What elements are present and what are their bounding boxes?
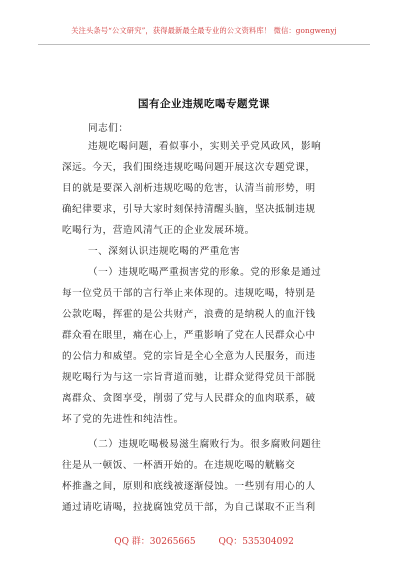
paragraph-line: 通过请吃请喝，拉拢腐蚀党员干部，为自己谋取不正当利: [62, 502, 316, 513]
header-promo-text: 关注头条号“公文研究”，获得最新最全最专业的公文资料库！ 微信：gongwenyj: [71, 26, 337, 35]
paragraph-line: 目的就是要深入剖析违规吃喝的危害，认清当前形势，明: [62, 183, 316, 194]
paragraph-line: 公款吃喝，挥霍的是公共财产，浪费的是纳税人的血汗钱: [62, 309, 316, 320]
footer-qq-group: QQ 群：30265665: [114, 537, 196, 547]
salutation: 同志们：: [88, 123, 129, 134]
footer-contact: [0, 534, 408, 547]
paragraph-line: 杯推盏之间，原则和底线被逐渐侵蚀。一些别有用心的人: [62, 481, 316, 492]
paragraph-line: 深远。今天，我们围绕违规吃喝问题开展这次专题党课，: [62, 162, 316, 173]
paragraph-line: （一）违规吃喝严重损害党的形象。党的形象是通过: [88, 267, 322, 278]
paragraph-line: 吃喝行为，营造风清气正的企业发展环境。: [62, 225, 255, 236]
paragraph-line: 的公信力和威望。党的宗旨是全心全意为人民服务，而违: [62, 351, 316, 362]
paragraph-line: 往是从一顿饭、一杯酒开始的。在违规吃喝的觥觞交: [62, 460, 296, 471]
paragraph-line: 每一位党员干部的言行举止来体现的。违规吃喝，特别是: [62, 288, 316, 299]
document-title: 国有企业违规吃喝专题党课: [138, 98, 270, 110]
footer-qq: QQ：535304092: [218, 537, 294, 547]
paragraph-line: 离群众、贪图享受，削弱了党与人民群众的血肉联系，破: [62, 393, 316, 404]
section-heading: 一、深刻认识违规吃喝的严重危害: [88, 246, 241, 257]
paragraph-line: 群众看在眼里，痛在心上，严重影响了党在人民群众心中: [62, 330, 316, 341]
paragraph-line: 违规吃喝问题，看似事小，实则关乎党风政风，影响: [88, 141, 322, 152]
paragraph-line: 规吃喝行为与这一宗旨背道而驰，让群众觉得党员干部脱: [62, 372, 316, 383]
paragraph-line: 坏了党的先进性和纯洁性。: [62, 414, 184, 425]
paragraph-line: 确纪律要求，引导大家时刻保持清醒头脑，坚决抵制违规: [62, 204, 316, 215]
paragraph-line: （二）违规吃喝极易滋生腐败行为。很多腐败问题往: [88, 439, 322, 450]
header-divider: [38, 44, 370, 45]
